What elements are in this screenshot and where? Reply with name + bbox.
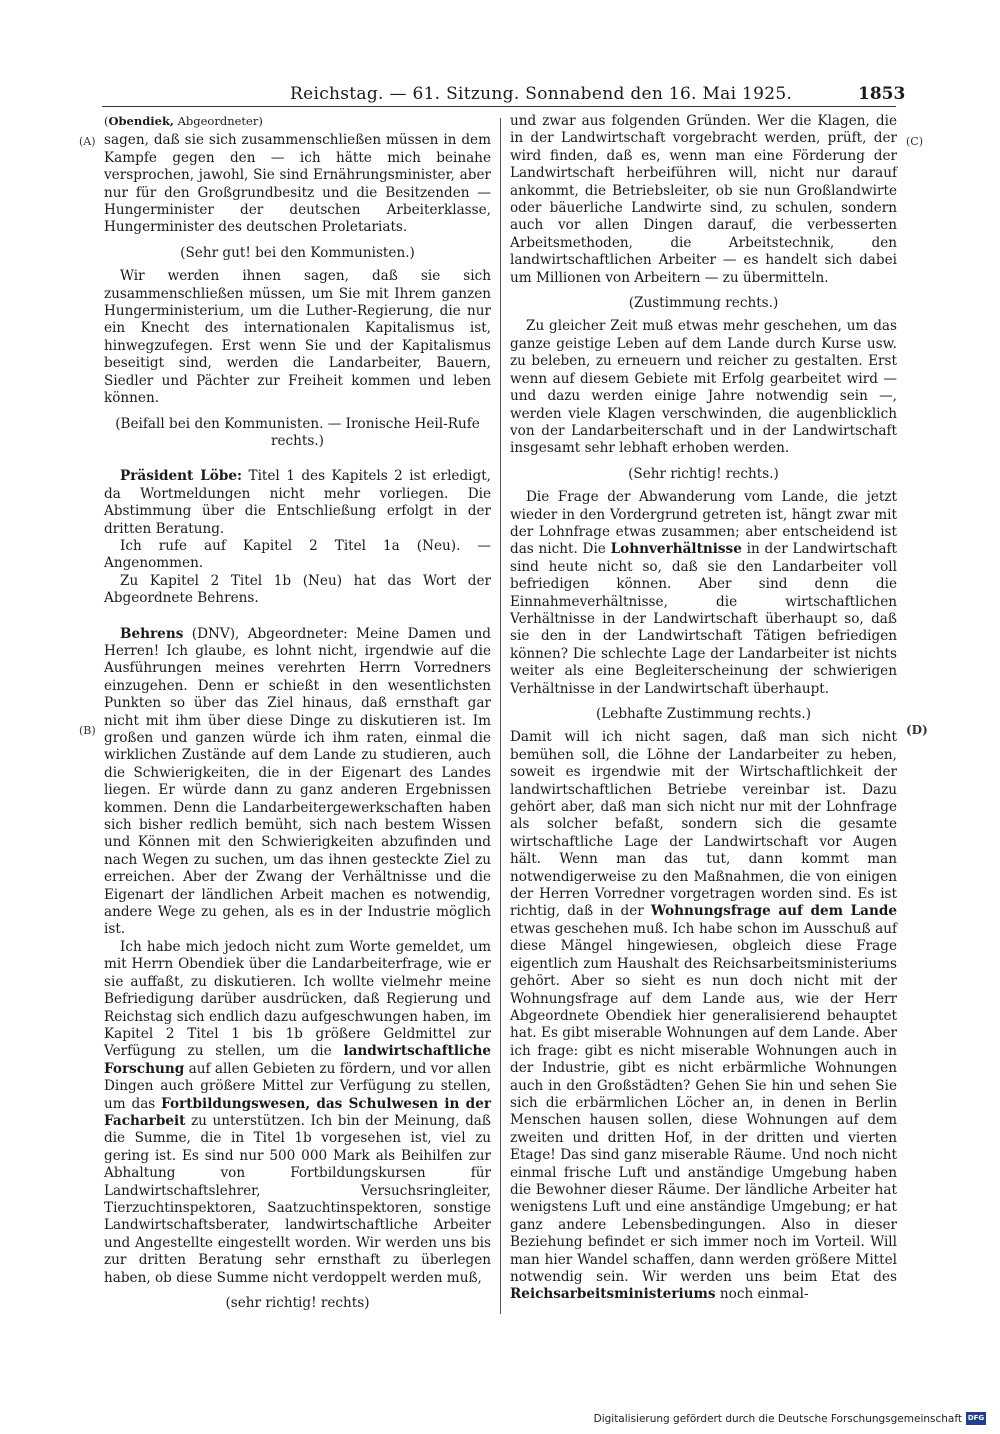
continuation-speaker: Obendiek, [108, 114, 174, 128]
paragraph: Zu gleicher Zeit muß etwas mehr geschehen, um das ganze geistige Leben auf dem Lande durch Kurse usw. zu beleben, zu erneuern und reicher zu gestalten. Erst wenn auf diesem Gebiete mit Erfolg gearbeitet wird — und dazu werden einige Jahre notwendig sein —, werden viele Klagen verschwinden, die augenblicklich von der Landarbeiterschaft und in der Landwirtschaft insgesamt sehr lebhaft erhoben werden. [510, 318, 897, 457]
continuation-role: Abgeordneter [177, 114, 259, 128]
margin-marker-b: (B) [79, 724, 96, 737]
page-number: 1853 [858, 84, 906, 104]
behrens-paragraph [104, 626, 491, 939]
interjection: (Sehr richtig! rechts.) [628, 465, 779, 482]
paragraph [510, 729, 897, 1303]
text-run: Die Frage der Abwanderung vom Lande, die jetzt wieder in den Vordergrund getreten ist, hängt zwar mit der Lohnfrage etwas zusammen; aber entscheidend ist das nicht. Die [510, 489, 897, 558]
interjection: (Sehr gut! bei den Kommunisten.) [180, 244, 415, 261]
header-rule [102, 106, 896, 107]
speech-text: Titel 1 des Kapitels 2 ist erledigt, da Wortmeldungen nicht mehr vorliegen. Die Abstimmung über die Entschließung erfolgt in der dritten Beratung. [104, 468, 492, 537]
paragraph [510, 489, 897, 698]
text-run: etwas geschehen muß. Ich habe schon im Ausschuß auf diese Mängel hingewiesen, obgleich diese Frage eigentlich zum Haushalt des Reichsarbeitsministeriums gehört. Aber so sieht es nun doch nicht mit der Wohnungsfrage auf dem Lande aus, wie der Herr Abgeordnete Obendiek hier generalisierend behauptet hat. Es gibt miserable Wohnungen auf dem Lande. Aber ich frage: gibt es nicht miserable Wohnungen auch in der Industrie, gibt es nicht erbärmliche Wohnungen auch in den Großstädten? Gehen Sie hin und sehen Sie sich die erbärmlichen Löcher an, in denen in Berlin Menschen hausen sollen, diese Wohnungen auf dem zweiten und dritten Hof, in der dritten und vierten Etage! Das sind ganz miserable Räume. Und noch nicht einmal frische Luft und anständige Umgebung haben die Bewohner dieser Räume. Der ländliche Arbeiter hat wenigstens Luft und eine anständige Umgebung; er hat ganz andere Lebensbedingungen. Also in dieser Beziehung befindet er sich immer noch im Vorteil. Will man hier Wandel schaffen, dann werden größere Mittel notwendig sein. Wir werden uns beim Etat des [510, 920, 897, 1285]
left-column [104, 113, 491, 1318]
footer [0, 1412, 1000, 1428]
dfg-logo: DFG [966, 1412, 986, 1425]
margin-marker-a: (A) [79, 135, 96, 148]
paragraph: sagen, daß sie sich zusammenschließen müssen in dem Kampfe gegen den — ich hätte mich beinahe versprochen, jawohl, Sie sind Ernährungsminister, aber nur für den Großgrundbesitz und die Besitzenden — Hungerminister der deutschen Arbeiterklasse, Hungerminister des deutschen Proletariats. [104, 132, 491, 236]
speech-text: Meine Damen und Herren! Ich glaube, es lohnt nicht, irgendwie auf die Ausführungen meines verehrten Herrn Vorredners einzugehen. Denn er schießt in den wesentlichsten Punkten so über das Ziel hinaus, daß ernsthaft gar nicht mit ihm über diese Dinge zu diskutieren ist. Im großen und ganzen würde ich ihm raten, einmal die wirklichen Zustände auf dem Lande zu studieren, auch die Schwierigkeiten, die in der Eigenart des Landes liegen. Er würde dann zu ganz anderen Ergebnissen kommen. Denn die Landarbeitergewerkschaften haben sich bisher redlich bemüht, sich nach bestem Wissen und Können mit den Schwierigkeiten abzufinden und nach Wegen zu suchen, um das ihnen gesteckte Ziel zu erreichen. Aber der Zwang der Verhältnisse und die Eigenart der ländlichen Arbeit machen es notwendig, andere Wege zu gehen, als es in der Industrie möglich ist. [104, 625, 491, 938]
text-run: noch einmal- [719, 1286, 809, 1303]
speaker-name: Behrens [120, 625, 184, 642]
text-run: zu unterstützen. Ich bin der Meinung, daß die Summe, die in Titel 1b vorgesehen ist, viel zu gering ist. Es sind nur 500 000 Mark als Beihilfen zur Abhaltung von Fortbildungskursen für Landwirtschaftslehrer, Versuchsringleiter, Tierzuchtinspektoren, Saatzuchtinspektoren, sonstige Landwirtschaftsberater, landwirtschaftliche Arbeiter und Angestellte eingestellt worden. Wir werden uns bis zur dritten Beratung sehr ernsthaft zu überlegen haben, ob diese Summe nicht verdoppelt werden muß, [104, 1112, 491, 1286]
running-title: Reichstag. — 61. Sitzung. Sonnabend den 16. Mai 1925. [290, 84, 793, 104]
text-run: auf allen Gebieten zu fördern, und vor allen Dingen auch größere Mittel zur Verfügung zu stellen, um das [104, 1060, 492, 1112]
paragraph: Ich rufe auf Kapitel 2 Titel 1a (Neu). — Angenommen. [104, 537, 491, 572]
president-paragraph [104, 468, 491, 538]
interjection: (Lebhafte Zustimmung rechts.) [595, 706, 812, 722]
text-run: in der Landwirtschaft sind heute nicht so, daß sie den Landarbeiter voll befriedigen können. Aber sind denn die Einnahmeverhältnisse, die wirtschaftlichen Verhältnisse in der Landwirtschaft überhaupt so, daß sie den in der Landwirtschaft Tätigen befriedigen können? Die schlechte Lage der Landarbeiter ist nichts weiter als eine Begleiterscheinung der schwierigen Verhältnisse in der Landwirtschaft überhaupt. [510, 541, 897, 697]
interjection: (sehr richtig! rechts) [225, 1295, 370, 1311]
speaker-party: (DNV), Abgeordneter: [191, 625, 348, 642]
interjection: (Zustimmung rechts.) [628, 295, 779, 312]
emphasis: Lohnverhältnisse [610, 541, 742, 558]
speaker-name: Präsident Löbe: [120, 468, 243, 485]
paragraph [104, 939, 491, 1287]
emphasis: landwirtschaftliche Forschung [104, 1043, 491, 1077]
paragraph: Zu Kapitel 2 Titel 1b (Neu) hat das Wort der Abgeordnete Behrens. [104, 572, 491, 607]
emphasis: Fortbildungswesen, das Schulwesen in der Facharbeit [104, 1095, 492, 1129]
right-column [510, 113, 897, 1304]
continuation-line: (Obendiek, Abgeordneter) [104, 114, 263, 128]
text-run: Damit will ich nicht sagen, daß man sich nicht bemühen soll, die Löhne der Landarbeiter zu heben, soweit es irgendwie mit der Wirtschaftlichkeit der landwirtschaftlichen Betriebe vereinbar ist. Dazu gehört aber, daß man sich nicht nur mit der Lohnfrage als solcher befaßt, sondern sich die gesamte wirtschaftliche Lage der Landwirtschaft vor Augen hält. Wenn man das tut, dann kommt man notwendigerweise zu den Maßnahmen, die von einigen der Herren Vorredner vorgetragen worden sind. Es ist richtig, daß in der [510, 729, 897, 920]
paragraph: und zwar aus folgenden Gründen. Wer die Klagen, die in der Landwirtschaft vorgebracht werden, prüft, der wird finden, daß es, wenn man eine Förderung der Landwirtschaft herbeiführen will, nicht nur darauf ankommt, die Betriebsleiter, ob sie nun Großlandwirte oder bäuerliche Landwirte sind, zu schulen, sondern auch vor allen Dingen darauf, die verbesserten Arbeitsmethoden, die Arbeitstechnik, den landwirtschaftlichen Arbeiter — es handelt sich dabei um Millionen von Arbeitern — zu übermitteln. [510, 113, 897, 286]
funding-note: Digitalisierung gefördert durch die Deutsche Forschungsgemeinschaft [593, 1413, 962, 1425]
interjection: (Beifall bei den Kommunisten. — Ironische Heil-Rufe rechts.) [115, 415, 480, 449]
emphasis: Reichsarbeitsministeriums [510, 1286, 716, 1303]
margin-marker-d: (D) [906, 723, 928, 737]
margin-marker-c: (C) [906, 135, 923, 148]
column-divider [500, 118, 501, 1314]
emphasis: Wohnungsfrage auf dem Lande [650, 903, 897, 920]
paragraph: Wir werden ihnen sagen, daß sie sich zusammenschließen müssen, um Sie mit Ihrem ganzen Hungerministerium, um die Luther-Regierung, die nur ein Knecht des internationalen Kapitalismus ist, hinwegzufegen. Erst wenn Sie und der Kapitalismus beseitigt sind, werden die Landarbeiter, Bauern, Siedler und Pächter zur Freiheit kommen und leben können. [104, 268, 491, 407]
text-run: Ich habe mich jedoch nicht zum Worte gemeldet, um mit Herrn Obendiek über die Landarbeiterfrage, wie er sie auffaßt, zu diskutieren. Ich wollte vielmehr meine Befriedigung darüber ausdrücken, daß Regierung und Reichstag sich endlich dazu aufgeschwungen haben, im Kapitel 2 Titel 1 bis 1b größere Geldmittel zur Verfügung zu stellen, um die [104, 938, 491, 1060]
